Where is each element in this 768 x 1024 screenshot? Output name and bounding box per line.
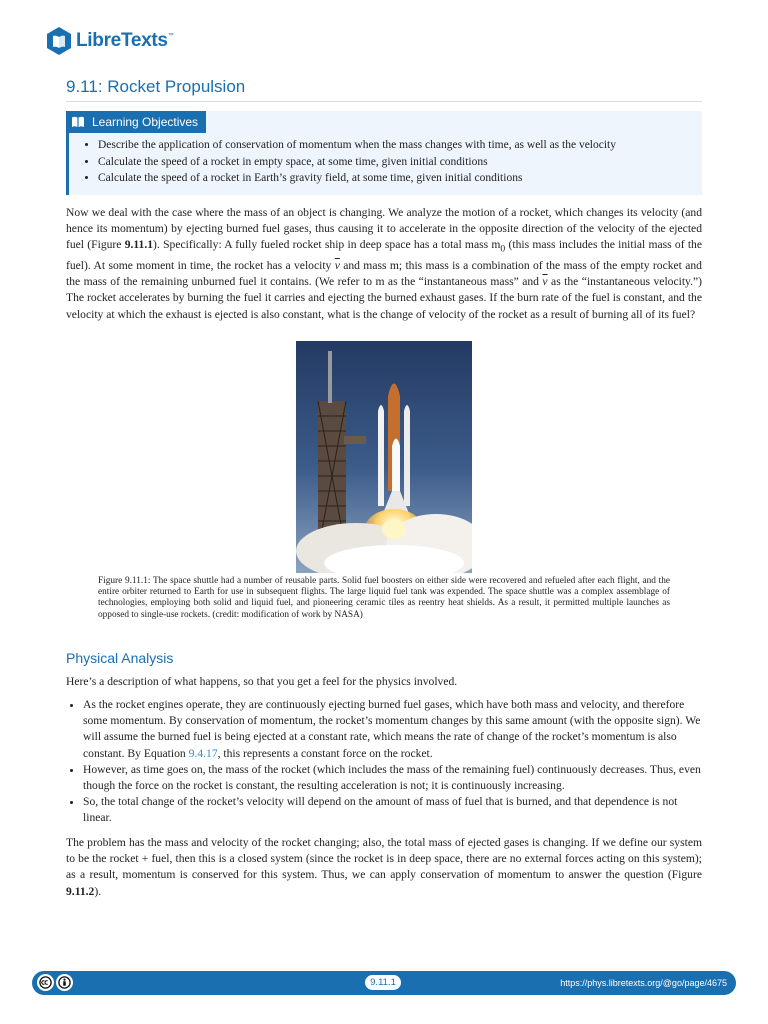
list-item: • As the rocket engines operate, they are continuously ejecting burned fuel gases, which have both mass and velocity, and therefore some momentum. By conservation of momentum, the rocket’s momentum changes by this same amount (with the opposite sign). We will assume the burned fuel is being ejected at a constant rate, which means the rate of change of the rocket’s momentum is also constant. By Equation 9.4.17, this represents a constant force on the rocket.	[83, 697, 702, 762]
physical-analysis-list	[66, 697, 702, 827]
section-heading-physical-analysis: Physical Analysis	[66, 650, 174, 666]
velocity-vector: $\overline{v}$	[542, 275, 548, 289]
libretexts-logo[interactable]	[46, 26, 173, 56]
libretexts-logo-icon	[46, 26, 72, 56]
learning-objectives-list	[82, 137, 616, 187]
book-icon	[71, 116, 85, 128]
closing-paragraph: The problem has the mass and velocity of the rocket changing; also, the total mass of ejected gases is changing. If we define our system to be the rocket + fuel, then this is a closed system (since the rocket is in deep space, there are no external forces acting on this system); as a result, momentum is conserved for this system. Thus, we can apply conservation of momentum to answer the question (Figure 9.11.2).	[66, 836, 702, 898]
list-item: • So, the total change of the rocket’s velocity will depend on the amount of mass of fuel that is burned, and that dependence is not linear.	[83, 794, 702, 826]
page-url-link[interactable]: https://phys.libretexts.org/@go/page/4675	[560, 978, 727, 988]
learning-objectives-header	[66, 111, 206, 133]
logo-wordmark: LibreTexts™	[76, 30, 174, 51]
objective-item: • Describe the application of conservation of momentum when the mass changes with time, as well as the velocity	[98, 137, 616, 154]
page-footer	[32, 971, 736, 995]
objective-item: • Calculate the speed of a rocket in Earth’s gravity field, at some time, given initial conditions	[98, 170, 616, 187]
page-number: 9.11.1	[365, 975, 401, 990]
figure-reference[interactable]: 9.11.2	[66, 884, 95, 898]
figure-reference[interactable]: 9.11.1	[124, 238, 154, 252]
velocity-vector: $\overline{v}$	[334, 258, 340, 272]
equation-link[interactable]: 9.4.17	[188, 746, 218, 760]
list-item: • However, as time goes on, the mass of the rocket (which includes the mass of the remaining fuel) continuously decreases. Thus, even though the force on the rocket is constant, the resulting acceleration is not; it is continuously increasing.	[83, 762, 702, 794]
learning-objectives-box	[66, 111, 702, 195]
cc-icon	[37, 974, 54, 991]
license-badge[interactable]	[37, 974, 75, 991]
physical-analysis-intro: Here’s a description of what happens, so that you get a feel for the physics involved.	[66, 675, 458, 688]
space-shuttle-launch-photo	[296, 341, 472, 573]
title-divider	[66, 101, 702, 102]
intro-paragraph: Now we deal with the case where the mass of an object is changing. We analyze the motion of a rocket, which changes its velocity (and hence its momentum) by ejecting burned fuel gases, thus causing it to accelerate in the opposite direction of the velocity of the ejected fuel (Figure 9.11.1). Specifically: A fully fueled rocket ship in deep space has a total mass $m_0$ (this mass includes the initial mass of the fuel). At some moment in time, the rocket has a velocity $\overline{v}$ and mass m; this mass is a combination of the mass of the empty rocket and the mass of the remaining unburned fuel it contains. (We refer to m as the “instantaneous mass” and $\overline{v}$ as the “instantaneous velocity.”) The rocket accelerates by burning the fuel it carries and ejecting the burned exhaust gases. If the burn rate of the fuel is constant, and the velocity at which the exhaust is ejected is also constant, what is the change of velocity of the rocket as a result of burning all of its fuel?	[66, 206, 703, 321]
by-icon	[56, 974, 73, 991]
learning-objectives-heading: Learning Objectives	[92, 115, 199, 129]
objective-item: • Calculate the speed of a rocket in empty space, at some time, given initial conditions	[98, 154, 616, 171]
figure-caption: Figure 9.11.1: The space shuttle had a number of reusable parts. Solid fuel boosters on either side were recovered and refueled after each flight, and the entire orbiter returned to Earth for use in subsequent flights. The large liquid fuel tank was expended. The space shuttle was a complex assemblage of technologies, employing both solid and liquid fuel, and pioneering ceramic tiles as reentry heat shields. As a result, it permitted multiple launches as opposed to single-use rockets. (credit: modification of work by NASA)	[98, 576, 670, 620]
page-title: 9.11: Rocket Propulsion	[66, 77, 246, 96]
